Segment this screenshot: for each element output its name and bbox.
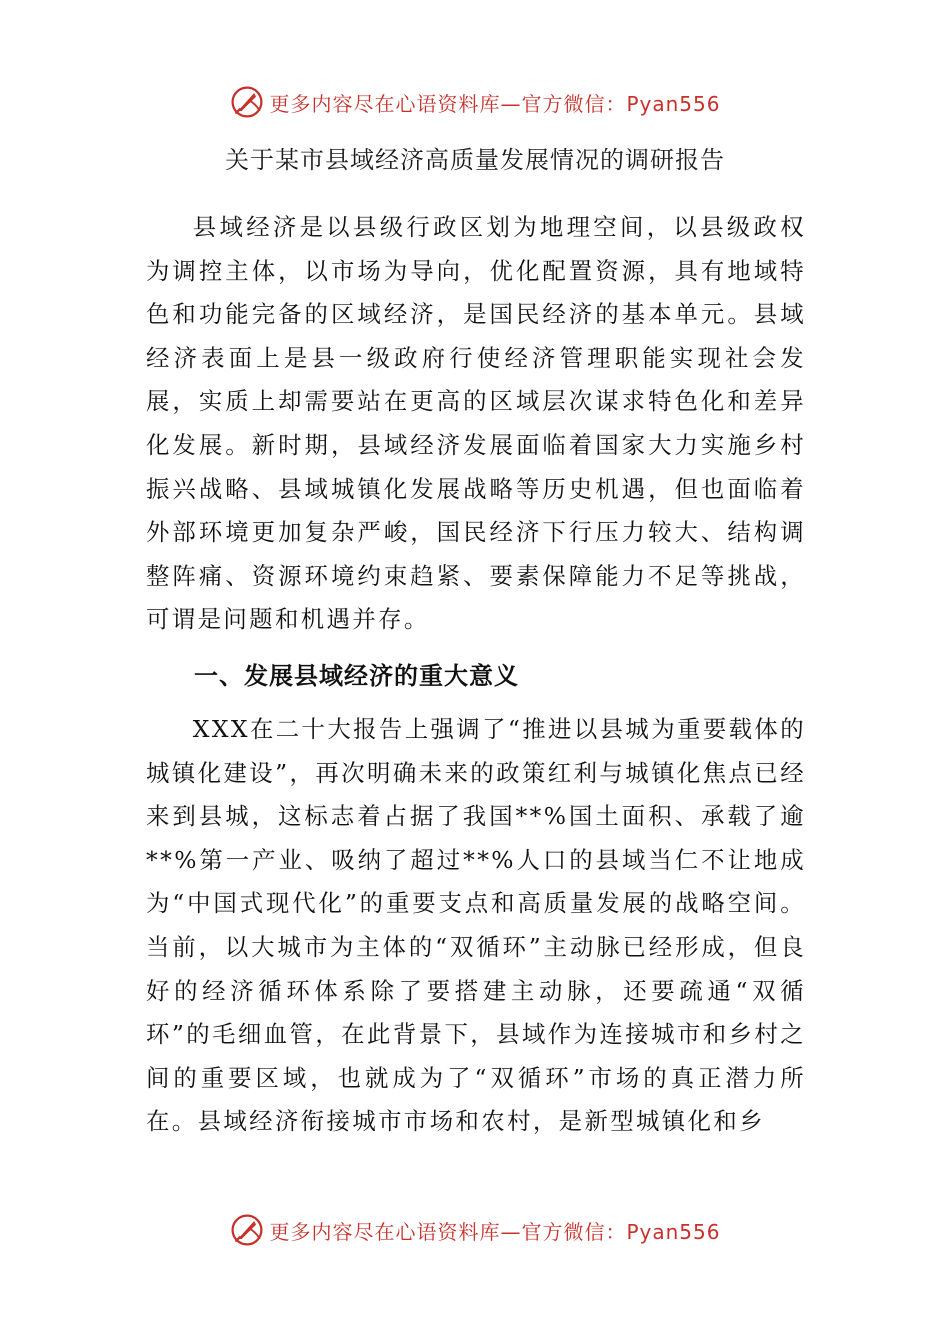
watermark-text: 更多内容尽在心语资料库—官方微信：Pyan556	[269, 91, 721, 116]
paragraph-intro: 县域经济是以县级行政区划为地理空间，以县级政权为调控主体，以市场为导向，优化配置资源，具有地域特色和功能完备的区域经济，是国民经济的基本单元。县域经济表面上是县一级政府行使经济管理职能实现社会发展，实质上却需要站在更高的区域层次谋求特色化和差异化发展。新时期，县域经济发展面临着国家大力实施乡村振兴战略、县域城镇化发展战略等历史机遇，但也面临着外部环境更加复杂严峻，国民经济下行压力较大、结构调整阵痛、资源环境约束趋紧、要素保障能力不足等挑战，可谓是问题和机遇并存。	[146, 213, 806, 634]
document-title: 关于某市县域经济高质量发展情况的调研报告	[225, 146, 725, 174]
watermark-header	[0, 80, 950, 124]
pen-feather-icon	[229, 1212, 265, 1248]
pen-feather-icon	[229, 84, 265, 120]
watermark-footer	[0, 1208, 950, 1252]
watermark-text: 更多内容尽在心语资料库—官方微信：Pyan556	[269, 1219, 721, 1244]
section-heading: 一、发展县域经济的重大意义	[194, 662, 519, 690]
paragraph-significance: XXX在二十大报告上强调了“推进以县城为重要载体的城镇化建设”，再次明确未来的政策红利与城镇化焦点已经来到县城，这标志着占据了我国**%国土面积、承载了逾**%第一产业、吸纳了超过**%人口的县域当仁不让地成为“中国式现代化”的重要支点和高质量发展的战略空间。当前，以大城市为主体的“双循环”主动脉已经形成，但良好的经济循环体系除了要搭建主动脉，还要疏通“双循环”的毛细血管，在此背景下，县域作为连接城市和乡村之间的重要区域，也就成为了“双循环”市场的真正潜力所在。县域经济衔接城市市场和农村，是新型城镇化和乡	[146, 715, 806, 1136]
